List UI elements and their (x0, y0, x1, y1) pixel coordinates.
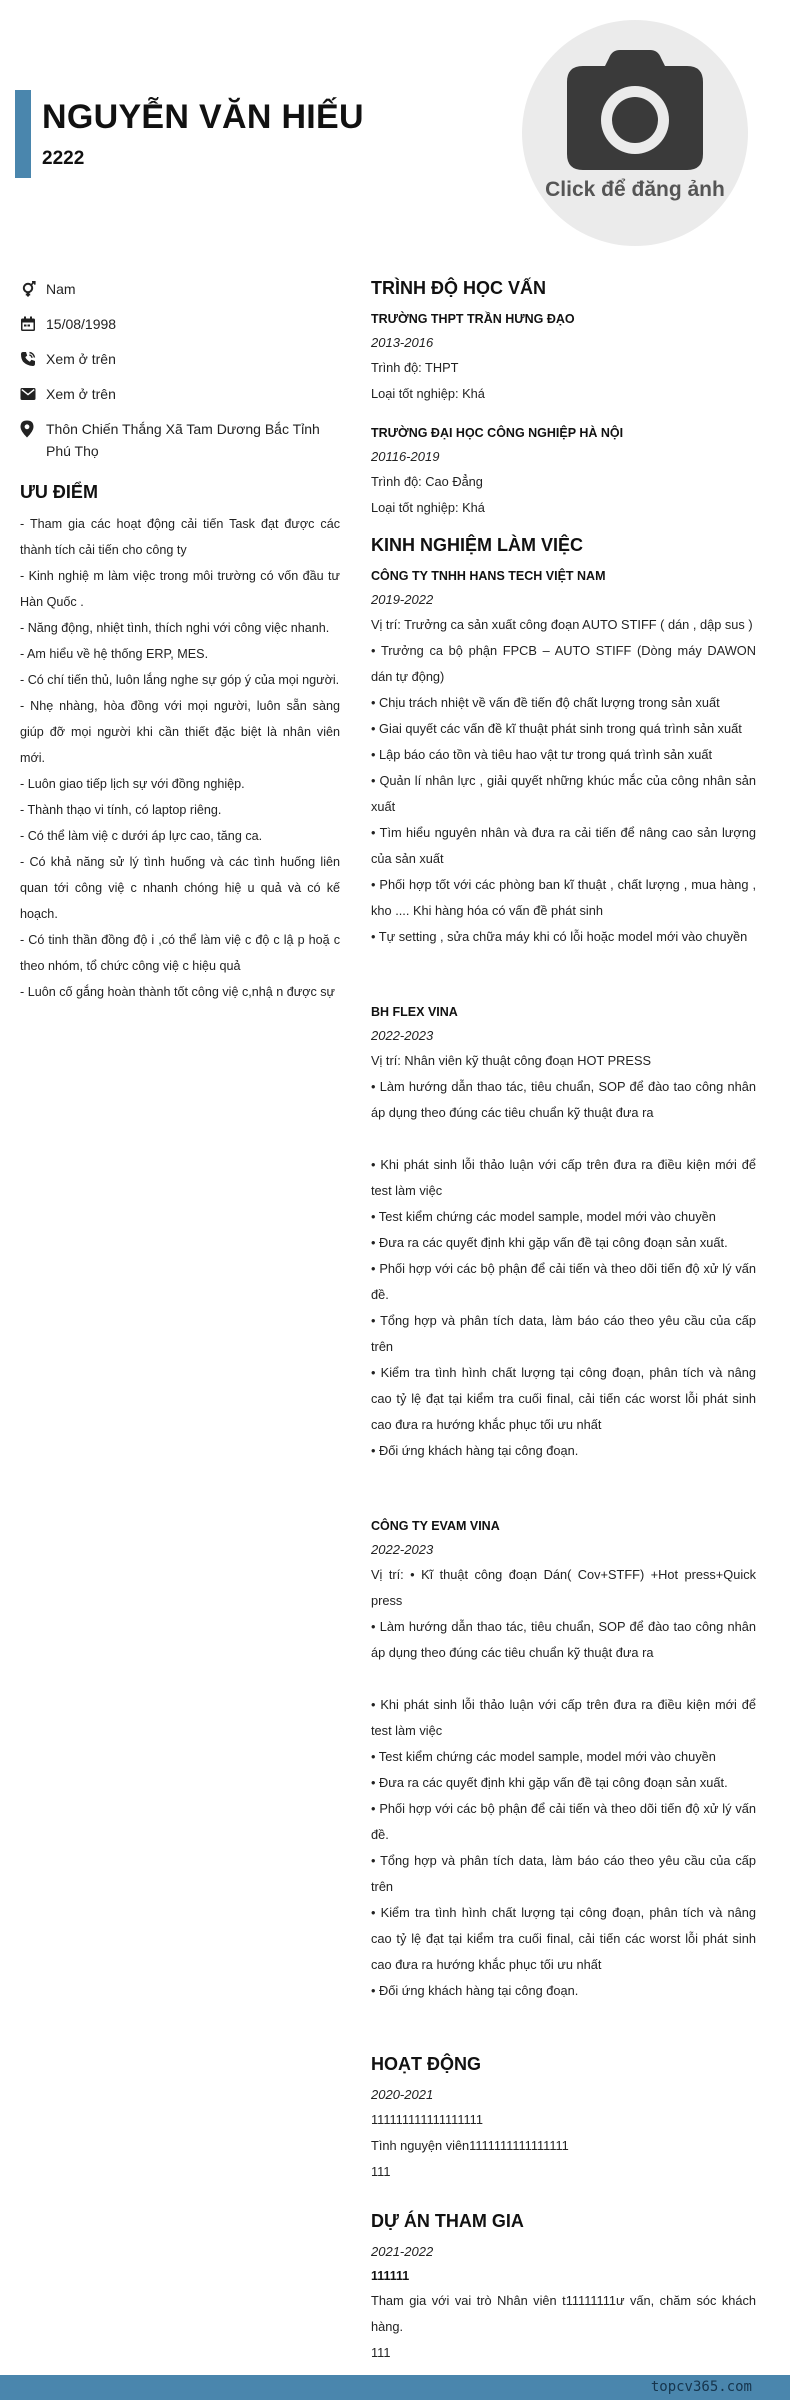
experience-detail: • Phối hợp tốt với các phòng ban kĩ thuật , chất lượng , mua hàng , kho .... Khi hàng hóa có vấn đề phát sinh (371, 877, 756, 918)
experience-detail: • Khi phát sinh lỗi thảo luận với cấp trên đưa ra điều kiện mới để test làm việc (371, 1697, 756, 1738)
experience-entry (371, 1514, 756, 2004)
contact-email-text: Xem ở trên (46, 386, 116, 402)
right-column (371, 278, 756, 2366)
advantages-list (20, 511, 340, 1005)
list-item: - Nhẹ nhàng, hòa đồng với mọi người, luôn sẵn sàng giúp đỡ mọi người khi cần thiết đặc biệt là nhân viên mới. (20, 699, 340, 765)
list-item: - Kinh nghiệ m làm việc trong môi trường có vốn đầu tư Hàn Quốc . (20, 569, 340, 609)
school-name: TRƯỜNG ĐẠI HỌC CÔNG NGHIỆP HÀ NỘI (371, 426, 624, 440)
footer-brand: topcv365.com (650, 2379, 752, 2395)
experience-detail: • Lập báo cáo tồn và tiêu hao vật tư trong quá trình sản xuất (371, 747, 713, 762)
education-entry (371, 307, 756, 407)
contact-address-text: Thôn Chiến Thắng Xã Tam Dương Bắc Tỉnh Phú Thọ (46, 421, 320, 459)
experience-detail: • Test kiểm chứng các model sample, model mới vào chuyền (371, 1209, 716, 1224)
activities-detail: 111 (371, 2164, 391, 2179)
list-item: - Luôn giao tiếp lịch sự với đồng nghiệp. (20, 777, 245, 791)
education-title: TRÌNH ĐỘ HỌC VẤN (371, 278, 546, 298)
photo-upload-label: Click để đăng ảnh (545, 178, 725, 201)
school-name: TRƯỜNG THPT TRẦN HƯNG ĐẠO (371, 312, 575, 326)
camera-icon (565, 50, 705, 170)
contact-gender-text: Nam (46, 281, 76, 297)
cv-header (0, 0, 790, 255)
company-name: BH FLEX VINA (371, 1005, 458, 1019)
phone-icon (20, 348, 46, 370)
experience-detail: Vị trí: • Kĩ thuật công đoạn Dán( Cov+STFF) +Hot press+Quick press (371, 1567, 756, 1608)
projects-section (371, 2211, 756, 2366)
projects-detail: Tham gia với vai trò Nhân viên t11111111ư vấn, chăm sóc khách hàng. (371, 2293, 756, 2334)
experience-detail: • Đưa ra các quyết định khi gặp vấn đề tại công đoạn sản xuất. (371, 1775, 728, 1790)
contact-birthday-text: 15/08/1998 (46, 316, 117, 332)
experience-detail: • Chịu trách nhiệt về vấn đề tiến độ chất lượng trong sản xuất (371, 695, 720, 710)
experience-detail: • Kiểm tra tình hình chất lượng tại công đoạn, phân tích và nâng cao tỷ lệ đạt tại kiểm tra cuối final, cải tiến các worst lỗi phát sinh cao đưa ra hướng khắc phục tối ưu nhất (371, 1905, 756, 1972)
experience-detail: • Tìm hiểu nguyên nhân và đưa ra cải tiến để nâng cao sản lượng của sản xuất (371, 825, 756, 866)
footer-bar (0, 2375, 790, 2400)
contact-phone (20, 348, 340, 370)
left-column (20, 278, 340, 1005)
gender-icon (20, 278, 46, 300)
list-item: - Luôn cố gắng hoàn thành tốt công việ c,nhậ n được sự (20, 985, 335, 999)
list-item: - Có thể làm việ c dưới áp lực cao, tăng ca. (20, 829, 263, 843)
education-entry (371, 421, 756, 521)
candidate-subtitle: 2222 (42, 148, 85, 169)
activities-detail: 111111111111111111 (371, 2112, 483, 2127)
list-item: - Am hiểu về hệ thống ERP, MES. (20, 647, 209, 661)
contact-birthday (20, 313, 340, 335)
experience-detail: • Test kiểm chứng các model sample, model mới vào chuyền (371, 1749, 716, 1764)
experience-entry (371, 564, 756, 950)
contact-email (20, 383, 340, 405)
experience-detail: • Tổng hợp và phân tích data, làm báo cáo theo yêu cầu của cấp trên (371, 1853, 756, 1894)
experience-detail: Vị trí: Trưởng ca sản xuất công đoạn AUTO STIFF ( dán , dập sus ) (371, 617, 753, 632)
contact-phone-text: Xem ở trên (46, 351, 116, 367)
education-detail: Loại tốt nghiệp: Khá (371, 500, 485, 515)
experience-detail: • Làm hướng dẫn thao tác, tiêu chuẩn, SOP để đào tao công nhân áp dụng theo đúng các tiêu chuẩn kỹ thuật đưa ra (371, 1079, 756, 1120)
mail-icon (20, 383, 46, 405)
education-detail: Loại tốt nghiệp: Khá (371, 386, 485, 401)
company-name: CÔNG TY TNHH HANS TECH VIỆT NAM (371, 569, 606, 583)
list-item: - Có khả năng sử lý tình huống và các tình huống liên quan tới công việ c nhanh chóng hiệ u quả và có kế hoạch. (20, 855, 340, 921)
name-accent-bar (15, 90, 31, 178)
experience-detail: • Trưởng ca bộ phận FPCB – AUTO STIFF (Dòng máy DAWON dán tự động) (371, 643, 756, 684)
experience-entry (371, 1000, 756, 1464)
experience-detail: Vị trí: Nhân viên kỹ thuật công đoạn HOT PRESS (371, 1053, 652, 1068)
experience-title: KINH NGHIỆM LÀM VIỆC (371, 535, 584, 555)
projects-detail: 111 (371, 2345, 391, 2360)
experience-detail: • Khi phát sinh lỗi thảo luận với cấp trên đưa ra điều kiện mới để test làm việc (371, 1157, 756, 1198)
list-item: - Tham gia các hoạt động cải tiến Task đạt được các thành tích cải tiến cho công ty (20, 517, 340, 557)
education-section (371, 278, 756, 521)
contact-list (20, 278, 340, 462)
education-period: 20116-2019 (371, 449, 440, 464)
activities-section (371, 2054, 756, 2185)
experience-period: 2022-2023 (371, 1028, 434, 1043)
list-item: - Thành thạo vi tính, có laptop riêng. (20, 803, 222, 817)
experience-detail: • Đối ứng khách hàng tại công đoạn. (371, 1983, 579, 1998)
experience-period: 2019-2022 (371, 592, 434, 607)
calendar-icon (20, 313, 46, 335)
project-name: 111111 (371, 2269, 410, 2283)
list-item: - Có tinh thần đồng độ i ,có thể làm việ c độ c lậ p hoặ c theo nhóm, tổ chức công việ c hiệu quả (20, 933, 340, 973)
advantages-title: ƯU ĐIỂM (20, 482, 98, 502)
experience-detail: • Quản lí nhân lực , giải quyết những khúc mắc của công nhân sản xuất (371, 773, 756, 814)
experience-period: 2022-2023 (371, 1542, 434, 1557)
photo-upload[interactable] (522, 20, 748, 246)
experience-detail: • Giai quyết các vấn đề kĩ thuật phát sinh trong quá trình sản xuất (371, 721, 742, 736)
list-item: - Năng động, nhiệt tình, thích nghi với công việc nhanh. (20, 621, 330, 635)
experience-section (371, 535, 756, 2004)
company-name: CÔNG TY EVAM VINA (371, 1519, 500, 1533)
education-detail: Trình độ: Cao Đẳng (371, 474, 483, 489)
experience-detail: • Đưa ra các quyết định khi gặp vấn đề tại công đoạn sản xuất. (371, 1235, 728, 1250)
location-icon (20, 418, 46, 440)
experience-detail: • Phối hợp với các bộ phận để cải tiến và theo dõi tiến độ xử lý vấn đề. (371, 1801, 756, 1842)
activities-period: 2020-2021 (371, 2087, 434, 2102)
experience-detail: • Tự setting , sửa chữa máy khi có lỗi hoặc model mới vào chuyền (371, 929, 748, 944)
education-period: 2013-2016 (371, 335, 434, 350)
projects-period: 2021-2022 (371, 2244, 434, 2259)
experience-detail: • Đối ứng khách hàng tại công đoạn. (371, 1443, 579, 1458)
contact-address (20, 418, 340, 462)
activities-title: HOẠT ĐỘNG (371, 2054, 481, 2074)
projects-title: DỰ ÁN THAM GIA (371, 2211, 524, 2231)
list-item: - Có chí tiến thủ, luôn lắng nghe sự góp ý của mọi người. (20, 673, 340, 687)
education-detail: Trình độ: THPT (371, 360, 459, 375)
experience-detail: • Phối hợp với các bộ phận để cải tiến và theo dõi tiến độ xử lý vấn đề. (371, 1261, 756, 1302)
candidate-name: NGUYỄN VĂN HIẾU (42, 98, 364, 136)
activities-detail: Tình nguyện viên1111111111111111 (371, 2138, 569, 2153)
contact-gender (20, 278, 340, 300)
experience-detail: • Làm hướng dẫn thao tác, tiêu chuẩn, SOP để đào tao công nhân áp dụng theo đúng các tiêu chuẩn kỹ thuật đưa ra (371, 1619, 756, 1660)
experience-detail: • Kiểm tra tình hình chất lượng tại công đoạn, phân tích và nâng cao tỷ lệ đạt tại kiểm tra cuối final, cải tiến các worst lỗi phát sinh cao đưa ra hướng khắc phục tối ưu nhất (371, 1365, 756, 1432)
experience-detail: • Tổng hợp và phân tích data, làm báo cáo theo yêu cầu của cấp trên (371, 1313, 756, 1354)
